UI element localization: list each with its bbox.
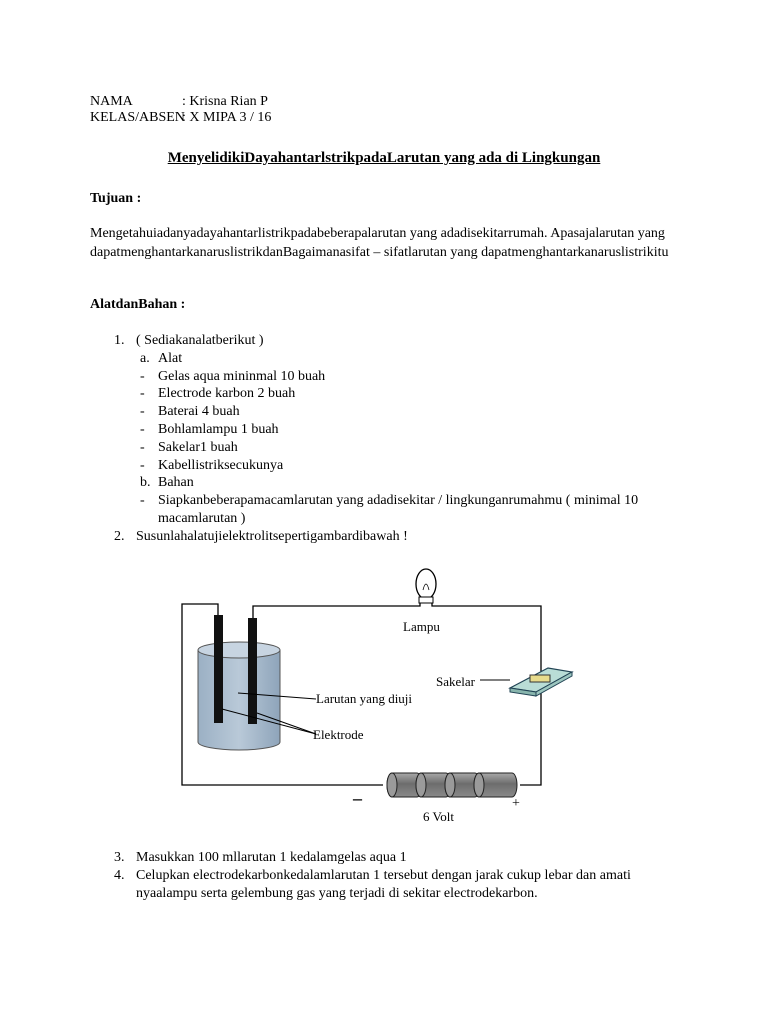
steps-list	[90, 849, 690, 902]
minus-sign: –	[353, 788, 362, 808]
name-label: NAMA	[90, 94, 133, 109]
list-item: a. Alat	[140, 350, 183, 366]
list-item: - Siapkanbeberapamacamlarutan yang adadisekitar / lingkunganrumahmu ( minimal 10 macamlarutan )	[140, 493, 639, 526]
list-item: 3. Masukkan 100 mllarutan 1 kedalamgelas aqua 1	[114, 850, 407, 865]
page-title: MenyelidikiDayahantarlstrikpadaLarutan yang ada di Lingkungan	[167, 150, 601, 166]
list-item: 4. Celupkan electrodekarbonkedalamlarutan 1 tersebut dengan jarak cukup lebar dan amati nyaalampu serta gelembung gas yang terjadi di sekitar electrodekarbon.	[114, 867, 631, 901]
tujuan-heading: Tujuan :	[90, 191, 142, 206]
plus-sign: +	[512, 796, 520, 811]
beaker-icon	[198, 642, 280, 750]
tujuan-text: Mengetahuiadanyadayahantarlistrikpadabeberapalarutan yang adadisekitarrumah. Apasajalarutan yang dapatmenghantarkanaruslistrikdanBagaimanasifat – sifatlarutan yang dapatmenghantarkanaruslistrikitu	[90, 226, 669, 260]
lamp-icon	[416, 569, 436, 603]
list-item: - Baterai 4 buah	[140, 404, 240, 420]
switch-icon	[510, 668, 572, 696]
voltage-label: 6 Volt	[423, 809, 454, 824]
list-item: - Electrode karbon 2 buah	[140, 386, 296, 402]
switch-label: Sakelar	[436, 674, 475, 689]
list-item: - Bohlamlampu 1 buah	[140, 421, 279, 437]
alat-bahan-heading: AlatdanBahan :	[90, 297, 186, 312]
list-item: 1. ( Sediakanalatberikut )	[114, 333, 264, 348]
electrode-label: Elektrode	[313, 727, 364, 742]
list-item: 2. Susunlahalatujielektrolitsepertigambardibawah !	[114, 528, 408, 544]
class-value: : X MIPA 3 / 16	[182, 110, 272, 125]
battery-icon	[387, 773, 517, 797]
list-item: - Kabellistriksecukunya	[140, 457, 284, 473]
lamp-label: Lampu	[403, 619, 440, 634]
name-value: : Krisna Rian P	[182, 94, 268, 109]
list-item: - Gelas aqua mininmal 10 buah	[140, 368, 326, 384]
class-label: KELAS/ABSEN	[90, 110, 185, 125]
list-item: b. Bahan	[140, 475, 194, 491]
list-item: - Sakelar1 buah	[140, 439, 238, 455]
solution-label: Larutan yang diuji	[316, 691, 413, 706]
